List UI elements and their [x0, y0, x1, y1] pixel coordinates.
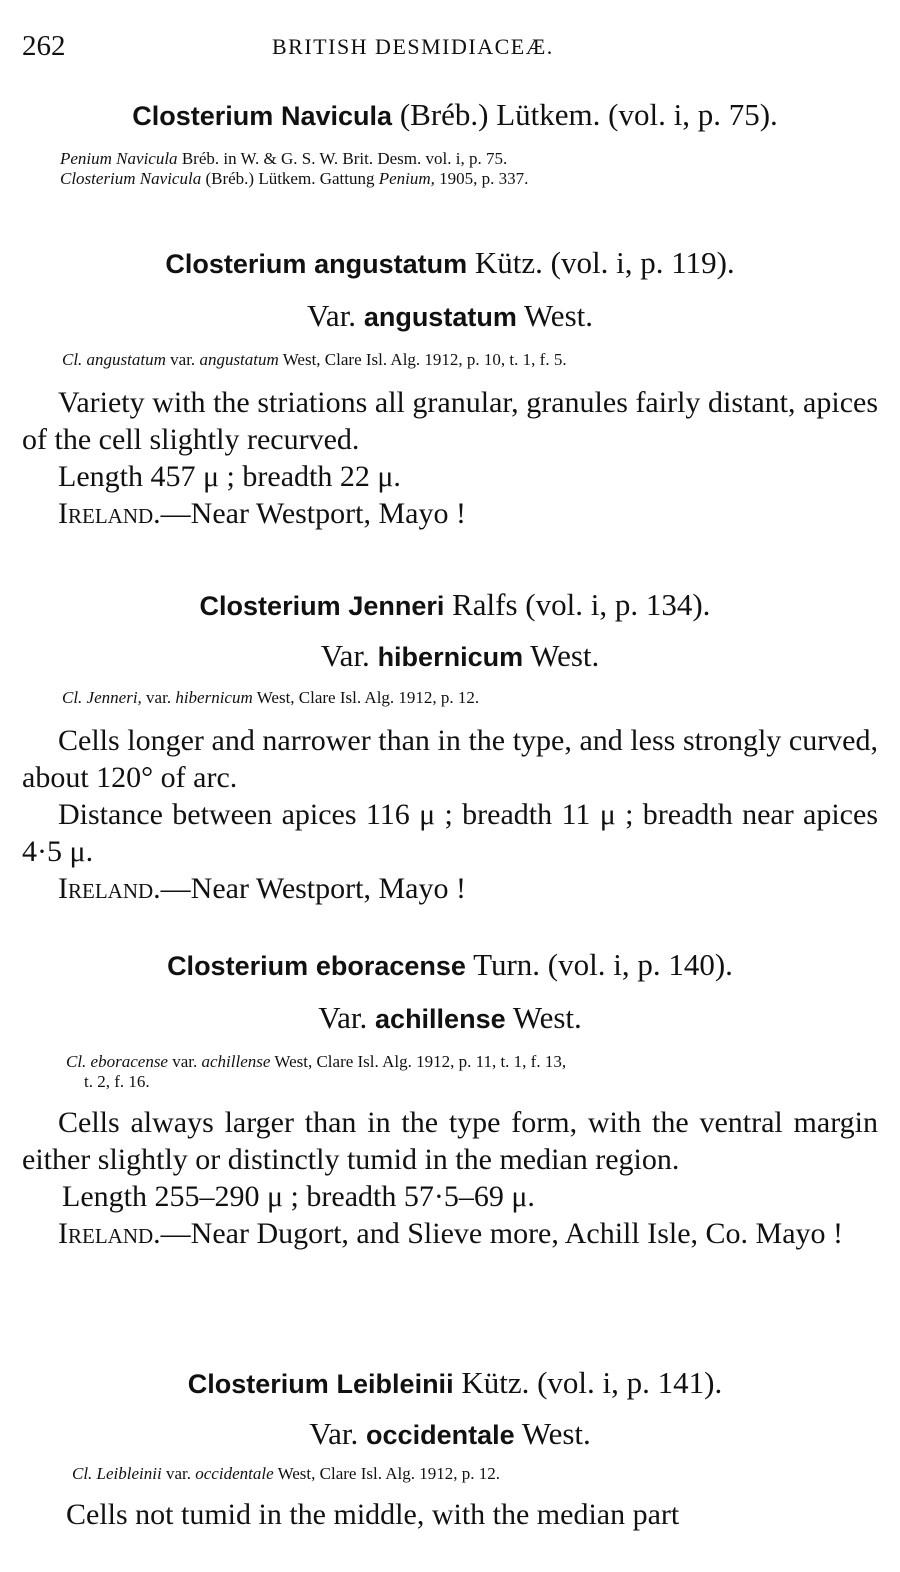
species-name: Leibleinii — [336, 1369, 454, 1399]
page-number: 262 — [22, 30, 66, 62]
species-title — [22, 244, 878, 283]
synonym-name: Cl. angustatum — [62, 350, 166, 369]
variety-authority: West. — [512, 1000, 582, 1035]
description: Cells longer and narrower than in the type, and less strongly curved, about 120° of arc. — [22, 724, 878, 794]
locality-text: —Near Westport, Mayo ! — [160, 497, 466, 530]
authority: Kütz. (vol. i, p. 141). — [461, 1365, 723, 1400]
synonym-genus: Penium, — [378, 169, 435, 188]
species-title — [22, 586, 878, 625]
authority: Turn. (vol. i, p. 140). — [473, 947, 733, 982]
measurements: Length 457 μ ; breadth 22 μ. — [58, 460, 401, 493]
synonym-citation: (Bréb.) Lütkem. Gattung — [205, 169, 375, 188]
synonym-line — [22, 688, 878, 708]
variety-title — [22, 1415, 878, 1454]
synonym-citation: West, Clare Isl. Alg. 1912, p. 12. — [256, 688, 480, 707]
authority: Kütz. (vol. i, p. 119). — [474, 245, 735, 280]
species-title — [22, 946, 878, 985]
synonym-citation: Bréb. in W. & G. S. W. Brit. Desm. vol. i, p. 75. — [181, 149, 508, 168]
variety-name: angustatum — [363, 302, 517, 332]
genus-name: Closterium — [132, 101, 274, 131]
synonym-line — [22, 1052, 878, 1072]
species-name: eboracense — [315, 951, 466, 981]
species-entry-jenneri — [22, 586, 878, 907]
measurements: Length 255–290 μ ; breadth 57·5–69 μ. — [62, 1180, 535, 1213]
locality-text: —Near Westport, Mayo ! — [160, 872, 466, 905]
description: Cells not tumid in the middle, with the median part — [66, 1498, 680, 1531]
genus-name: Closterium — [167, 951, 309, 981]
synonym-var: var. — [170, 350, 196, 369]
measurements: Distance between apices 116 μ ; breadth 11 μ ; breadth near apices 4·5 μ. — [22, 798, 878, 868]
variety-prefix: Var. — [309, 1416, 359, 1451]
synonym-line — [22, 169, 878, 189]
synonym-variety: occidentale — [195, 1464, 274, 1483]
variety-authority: West. — [524, 298, 593, 333]
synonym-var: var. — [146, 688, 172, 707]
authority: Ralfs (vol. i, p. 134). — [452, 587, 711, 622]
variety-name: hibernicum — [377, 642, 524, 672]
synonym-variety: hibernicum — [175, 688, 253, 707]
synonym-variety: angustatum — [199, 350, 279, 369]
description: Cells always larger than in the type form, with the ventral margin either slightly or distinctly tumid in the median region. — [22, 1106, 878, 1176]
synonym-name: Cl. Jenneri, — [62, 688, 142, 707]
synonym-citation: West, Clare Isl. Alg. 1912, p. 12. — [277, 1464, 501, 1483]
species-title — [22, 1364, 878, 1403]
locality — [22, 495, 878, 532]
species-name: Navicula — [281, 101, 393, 131]
species-entry-eboracense — [22, 946, 878, 1252]
variety-name: achillense — [375, 1004, 506, 1034]
variety-prefix: Var. — [320, 638, 370, 673]
running-head: BRITISH DESMIDIACEÆ. — [272, 34, 554, 59]
synonym-citation: West, Clare Isl. Alg. 1912, p. 11, t. 1, f. 13, — [274, 1052, 567, 1071]
variety-title — [22, 297, 878, 336]
locality — [22, 1215, 878, 1252]
genus-name: Closterium — [187, 1369, 329, 1399]
synonym-name: Closterium Navicula — [60, 169, 202, 188]
species-title — [22, 96, 878, 135]
synonym-name: Cl. eboracense — [66, 1052, 168, 1071]
species-entry-leibleinii — [22, 1364, 878, 1533]
locality — [22, 870, 878, 907]
variety-title — [22, 637, 878, 676]
variety-authority: West. — [530, 638, 600, 673]
locality-label: Ireland. — [58, 497, 161, 530]
authority: (Bréb.) Lütkem. (vol. i, p. 75). — [399, 97, 778, 132]
synonym-line-continued: t. 2, f. 16. — [84, 1072, 150, 1091]
synonym-line — [22, 350, 878, 370]
synonym-var: var. — [172, 1052, 198, 1071]
synonym-variety: achillense — [201, 1052, 271, 1071]
synonym-var: var. — [165, 1464, 192, 1483]
species-entry-angustatum — [22, 244, 878, 532]
variety-prefix: Var. — [318, 1000, 368, 1035]
variety-name: occidentale — [366, 1420, 515, 1450]
synonym-citation: 1905, p. 337. — [439, 169, 529, 188]
locality-label: Ireland. — [58, 1217, 161, 1250]
synonym-line — [22, 149, 878, 169]
locality-text: —Near Dugort, and Slieve more, Achill Isle, Co. Mayo ! — [160, 1217, 844, 1250]
variety-title — [22, 999, 878, 1038]
species-name: angustatum — [314, 249, 468, 279]
species-entry-navicula — [22, 96, 878, 189]
genus-name: Closterium — [199, 591, 341, 621]
synonym-citation: West, Clare Isl. Alg. 1912, p. 10, t. 1, f. 5. — [282, 350, 567, 369]
page-header — [22, 30, 878, 66]
variety-authority: West. — [521, 1416, 591, 1451]
synonym-line — [22, 1464, 878, 1484]
genus-name: Closterium — [165, 249, 307, 279]
locality-label: Ireland. — [58, 872, 161, 905]
species-name: Jenneri — [348, 591, 445, 621]
variety-prefix: Var. — [306, 298, 357, 333]
synonym-name: Cl. Leibleinii — [72, 1464, 162, 1483]
synonym-name: Penium Navicula — [60, 149, 178, 168]
description: Variety with the striations all granular, granules fairly distant, apices of the cell slightly recurved. — [22, 386, 878, 456]
